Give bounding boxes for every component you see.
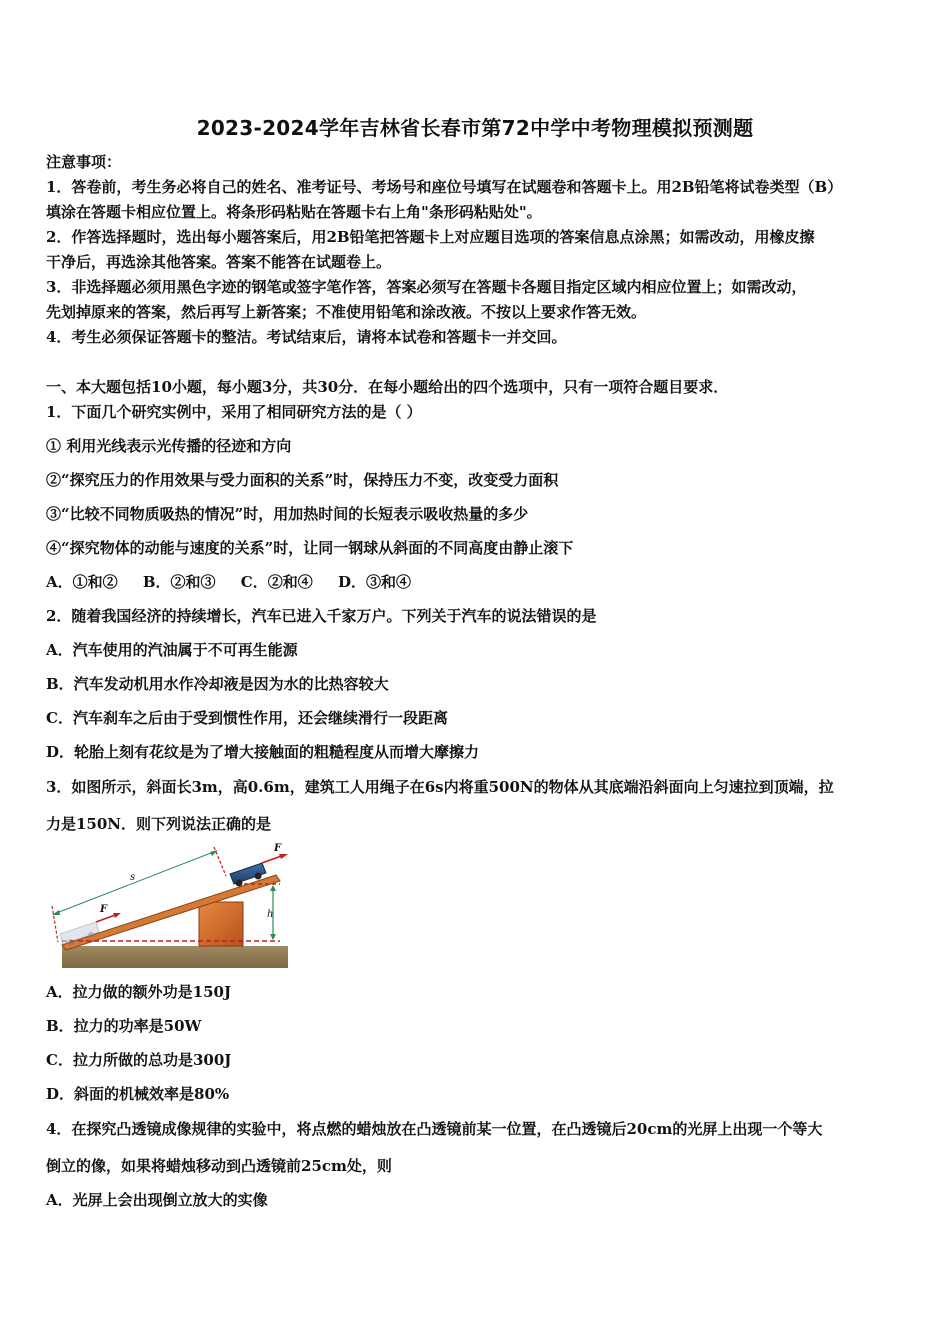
page-title: 2023-2024学年吉林省长春市第72中学中考物理模拟预测题 xyxy=(196,116,754,140)
q2-option-b[interactable]: B．汽车发动机用水作冷却液是因为水的比热容较大 xyxy=(46,675,389,693)
q3-stem-cont: 力是150N．则下列说法正确的是 xyxy=(46,815,272,833)
q1-option-b[interactable]: B．②和③ xyxy=(142,573,216,591)
q4-option-a[interactable]: A．光屏上会出现倒立放大的实像 xyxy=(46,1191,268,1209)
label-h: h xyxy=(267,909,274,920)
q3-option-d[interactable]: D．斜面的机械效率是80% xyxy=(46,1085,230,1103)
force-arrow-bottom-head xyxy=(113,913,121,918)
q4-stem-cont: 倒立的像，如果将蜡烛移动到凸透镜前25cm处，则 xyxy=(46,1157,392,1175)
h-arrow-head-bottom xyxy=(270,934,276,940)
label-s: s xyxy=(130,872,136,883)
support-block xyxy=(199,902,243,946)
notice-line: 2．作答选择题时，选出每小题答案后，用2B铅笔把答题卡上对应题目选项的答案信息点涂黑；如需改动，用橡皮擦 xyxy=(46,228,815,246)
notice-line: 填涂在答题卡相应位置上。将条形码粘贴在答题卡右上角"条形码粘贴处"。 xyxy=(46,203,542,221)
h-arrow-head-top xyxy=(270,885,276,891)
label-f-top: F xyxy=(274,843,282,854)
q1-stem: 1．下面几个研究实例中，采用了相同研究方法的是（ ） xyxy=(46,403,422,421)
notice-heading: 注意事项： xyxy=(46,153,122,171)
incline-figure xyxy=(44,842,296,970)
q2-option-d[interactable]: D．轮胎上刻有花纹是为了增大接触面的粗糙程度从而增大摩擦力 xyxy=(46,743,480,761)
q3-option-b[interactable]: B．拉力的功率是50W xyxy=(46,1017,202,1035)
q2-option-c[interactable]: C．汽车刹车之后由于受到惯性作用，还会继续滑行一段距离 xyxy=(46,709,448,727)
q2-option-a[interactable]: A．汽车使用的汽油属于不可再生能源 xyxy=(46,641,298,659)
notice-line: 先划掉原来的答案，然后再写上新答案；不准使用铅笔和涂改液。不按以上要求作答无效。 xyxy=(46,303,647,321)
q2-stem: 2．随着我国经济的持续增长，汽车已进入千家万户。下列关于汽车的说法错误的是 xyxy=(46,607,597,625)
q1-item: ① 利用光线表示光传播的径迹和方向 xyxy=(46,437,292,455)
ramp-board xyxy=(62,875,280,950)
q3-option-c[interactable]: C．拉力所做的总功是300J xyxy=(46,1051,232,1069)
notice-line: 4．考生必须保证答题卡的整洁。考试结束后，请将本试卷和答题卡一并交回。 xyxy=(46,328,567,346)
q4-stem: 4．在探究凸透镜成像规律的实验中，将点燃的蜡烛放在凸透镜前某一位置，在凸透镜后20cm的光屏上出现一个等大 xyxy=(46,1120,823,1138)
q3-stem: 3．如图所示，斜面长3m，高0.6m，建筑工人用绳子在6s内将重500N的物体从其底端沿斜面向上匀速拉到顶端，拉 xyxy=(46,778,834,796)
q1-option-a[interactable]: A．①和② xyxy=(46,573,118,591)
notice-line: 干净后，再选涂其他答案。答案不能答在试题卷上。 xyxy=(46,253,392,271)
q1-item: ④“探究物体的动能与速度的关系”时，让同一钢球从斜面的不同高度由静止滚下 xyxy=(46,539,574,557)
q1-options xyxy=(46,572,908,592)
section-heading: 一、本大题包括10小题，每小题3分，共30分．在每小题给出的四个选项中，只有一项符合题目要求． xyxy=(46,378,729,396)
q1-item: ②“探究压力的作用效果与受力面积的关系”时，保持压力不变，改变受力面积 xyxy=(46,471,559,489)
force-arrow-top-head xyxy=(279,854,288,859)
q1-option-d[interactable]: D．③和④ xyxy=(337,573,411,591)
label-f-bottom: F xyxy=(100,904,108,915)
q1-option-c[interactable]: C．②和④ xyxy=(240,573,313,591)
q3-option-a[interactable]: A．拉力做的额外功是150J xyxy=(46,983,232,1001)
notice-line: 1．答卷前，考生务必将自己的姓名、准考证号、考场号和座位号填写在试题卷和答题卡上。用2B铅笔将试卷类型（B） xyxy=(46,178,843,196)
q1-item: ③“比较不同物质吸热的情况”时，用加热时间的长短表示吸收热量的多少 xyxy=(46,505,529,523)
notice-line: 3．非选择题必须用黑色字迹的钢笔或签字笔作答，答案必须写在答题卡各题目指定区域内相应位置上；如需改动， xyxy=(46,278,807,296)
ground xyxy=(62,946,288,968)
